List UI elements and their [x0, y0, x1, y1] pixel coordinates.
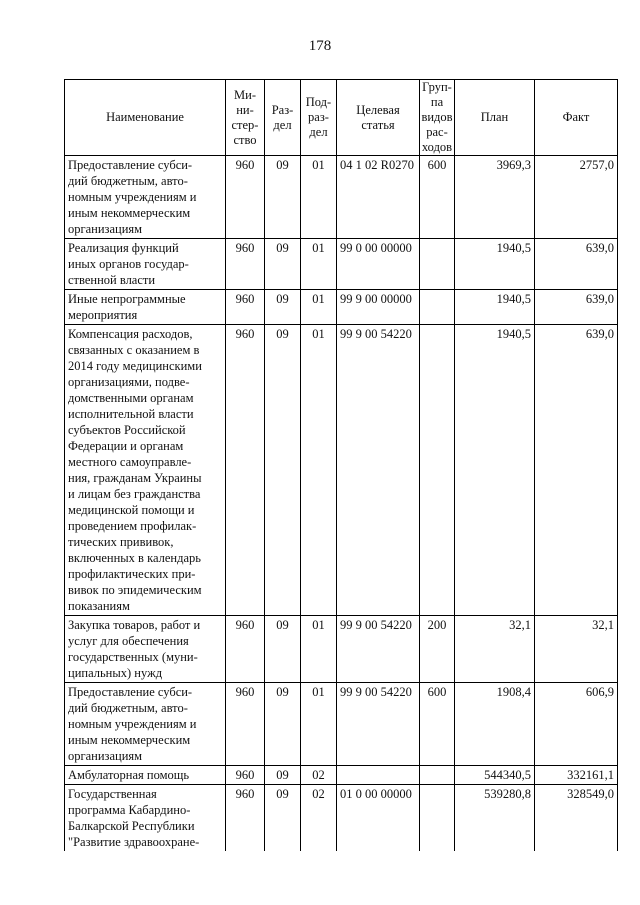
row-plan: 1940,5: [455, 325, 535, 616]
row-group: [420, 325, 455, 616]
table-row: [65, 766, 618, 785]
header-ministry: Ми- ни- стер- ство: [226, 80, 265, 156]
row-name: Реализация функций иных органов государ- ственной власти: [65, 239, 226, 290]
row-plan: 1940,5: [455, 239, 535, 290]
row-section: 09: [265, 290, 301, 325]
row-plan: 539280,8: [455, 785, 535, 852]
row-section: 09: [265, 785, 301, 852]
row-subsection: 01: [301, 239, 337, 290]
table-row: [65, 616, 618, 683]
row-section: 09: [265, 766, 301, 785]
row-name: Компенсация расходов, связанных с оказанием в 2014 году медицинскими организациями, подве- домственными органам исполнительной власти субъектов Российской Федерации и органам местного самоуправле- ния, гражданам Украины и лицам без гражданства медицинской помощи и проведением профилак- тических прививок, включенных в календарь профилактических при- вивок по эпидемическим показаниям: [65, 325, 226, 616]
row-section: 09: [265, 325, 301, 616]
row-section: 09: [265, 616, 301, 683]
row-fact: 639,0: [535, 325, 618, 616]
row-group: 200: [420, 616, 455, 683]
row-group: 600: [420, 683, 455, 766]
row-fact: 332161,1: [535, 766, 618, 785]
row-name: Предоставление субси- дий бюджетным, авто- номным учреждениям и иным некоммерческим организациям: [65, 683, 226, 766]
row-fact: 32,1: [535, 616, 618, 683]
row-target: 99 9 00 54220: [337, 683, 420, 766]
header-name: Наименование: [65, 80, 226, 156]
row-plan: 32,1: [455, 616, 535, 683]
row-target: 99 0 00 00000: [337, 239, 420, 290]
row-group: [420, 785, 455, 852]
row-group: 600: [420, 156, 455, 239]
row-ministry: 960: [226, 683, 265, 766]
row-fact: 2757,0: [535, 156, 618, 239]
row-ministry: 960: [226, 785, 265, 852]
row-subsection: 01: [301, 325, 337, 616]
row-subsection: 02: [301, 766, 337, 785]
table-row: [65, 239, 618, 290]
row-name: Закупка товаров, работ и услуг для обеспечения государственных (муни- ципальных) нужд: [65, 616, 226, 683]
row-plan: 1908,4: [455, 683, 535, 766]
row-name: Государственная программа Кабардино- Балкарской Республики "Развитие здравоохране-: [65, 785, 226, 852]
row-ministry: 960: [226, 616, 265, 683]
header-subsection: Под- раз- дел: [301, 80, 337, 156]
row-ministry: 960: [226, 239, 265, 290]
row-section: 09: [265, 683, 301, 766]
row-name: Амбулаторная помощь: [65, 766, 226, 785]
row-plan: 544340,5: [455, 766, 535, 785]
row-ministry: 960: [226, 290, 265, 325]
table-row: [65, 683, 618, 766]
row-subsection: 01: [301, 683, 337, 766]
table-row: [65, 785, 618, 852]
header-target: Целевая статья: [337, 80, 420, 156]
row-subsection: 01: [301, 156, 337, 239]
row-section: 09: [265, 156, 301, 239]
row-target: 99 9 00 54220: [337, 325, 420, 616]
row-fact: 639,0: [535, 290, 618, 325]
header-fact: Факт: [535, 80, 618, 156]
budget-table: [64, 79, 618, 851]
header-group: Груп- па видов рас- ходов: [421, 80, 453, 154]
row-subsection: 01: [301, 290, 337, 325]
row-ministry: 960: [226, 156, 265, 239]
table-row: [65, 156, 618, 239]
row-ministry: 960: [226, 325, 265, 616]
row-subsection: 02: [301, 785, 337, 852]
table-row: [65, 325, 618, 616]
header-plan: План: [455, 80, 535, 156]
page-number: 178: [308, 38, 332, 54]
row-name: Предоставление субси- дий бюджетным, авто- номным учреждениям и иным некоммерческим организациям: [65, 156, 226, 239]
row-target: 04 1 02 R0270: [337, 156, 420, 239]
row-ministry: 960: [226, 766, 265, 785]
row-target: 01 0 00 00000: [337, 785, 420, 852]
row-group: [420, 239, 455, 290]
row-fact: 606,9: [535, 683, 618, 766]
row-target: 99 9 00 00000: [337, 290, 420, 325]
row-name: Иные непрограммные мероприятия: [65, 290, 226, 325]
row-subsection: 01: [301, 616, 337, 683]
row-fact: 328549,0: [535, 785, 618, 852]
row-plan: 1940,5: [455, 290, 535, 325]
row-target: 99 9 00 54220: [337, 616, 420, 683]
header-section: Раз- дел: [265, 80, 301, 156]
row-plan: 3969,3: [455, 156, 535, 239]
table-row: [65, 290, 618, 325]
row-target: [337, 766, 420, 785]
header-row: [65, 80, 618, 156]
row-group: [420, 766, 455, 785]
row-group: [420, 290, 455, 325]
row-section: 09: [265, 239, 301, 290]
row-fact: 639,0: [535, 239, 618, 290]
